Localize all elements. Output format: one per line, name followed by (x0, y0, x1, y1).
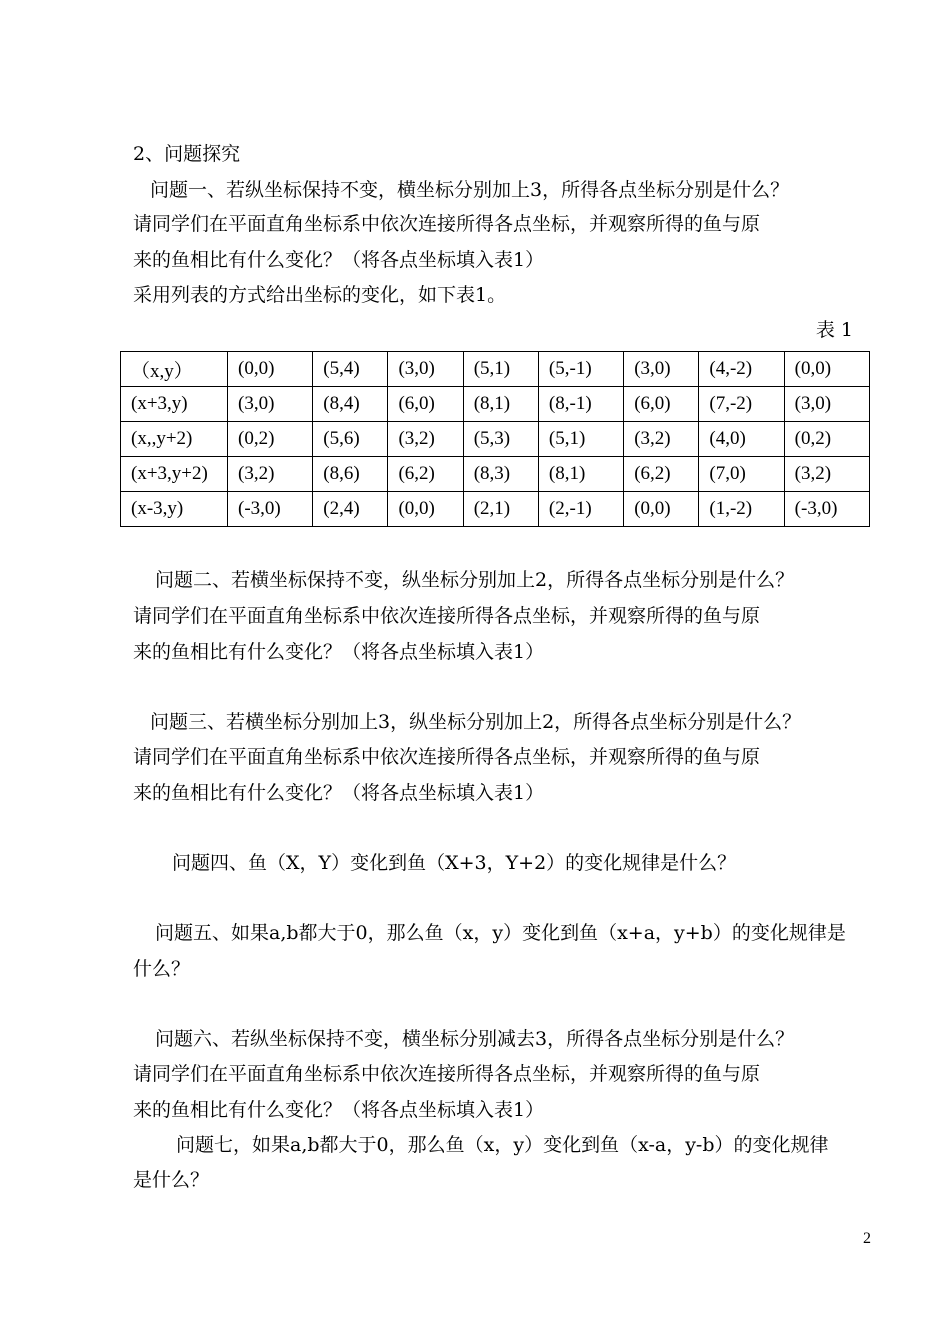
table-cell: (0,0) (388, 492, 463, 527)
table-cell: (5,6) (313, 422, 388, 457)
table-row-header-cell: (x-3,y) (121, 492, 228, 527)
table-cell: (3,0) (624, 352, 699, 387)
table-cell: (6,0) (624, 387, 699, 422)
table-cell: (-3,0) (228, 492, 313, 527)
table-row-header-cell: (x+3,y+2) (121, 457, 228, 492)
table-cell: (0,0) (784, 352, 869, 387)
table-caption: 表 1 (815, 319, 853, 341)
table-cell: (-3,0) (784, 492, 869, 527)
table-cell: (3,0) (388, 352, 463, 387)
table-cell: (2,4) (313, 492, 388, 527)
table-cell: (3,0) (228, 387, 313, 422)
table-cell: (6,0) (388, 387, 463, 422)
table-cell: (0,0) (624, 492, 699, 527)
table-cell: (4,-2) (699, 352, 784, 387)
problem-2-line-2: 请同学们在平面直角坐标系中依次连接所得各点坐标，并观察所得的鱼与原 (133, 605, 761, 627)
table-cell: (8,4) (313, 387, 388, 422)
problem-4-line-1: 问题四、鱼（X，Y）变化到鱼（X+3，Y+2）的变化规律是什么？ (172, 852, 737, 874)
table-cell: (5,1) (463, 352, 538, 387)
table-cell: (7,0) (699, 457, 784, 492)
table-row-header-cell: (x,,y+2) (121, 422, 228, 457)
problem-5-line-1: 问题五、如果a,b都大于0，那么鱼（x，y）变化到鱼（x+a，y+b）的变化规律是 (155, 922, 846, 944)
problem-6-line-3: 来的鱼相比有什么变化？（将各点坐标填入表1） (133, 1099, 545, 1121)
table-row (121, 387, 870, 422)
coordinate-table-body (121, 352, 870, 527)
table-cell: (5,-1) (538, 352, 623, 387)
table-cell: (3,2) (388, 422, 463, 457)
table-cell: (3,0) (784, 387, 869, 422)
table-intro: 采用列表的方式给出坐标的变化，如下表1。 (133, 284, 507, 306)
table-cell: (2,1) (463, 492, 538, 527)
table-cell: (0,0) (228, 352, 313, 387)
problem-6-line-1: 问题六、若纵坐标保持不变，横坐标分别减去3，所得各点坐标分别是什么？ (155, 1028, 795, 1050)
table-cell: (6,2) (624, 457, 699, 492)
table-cell: (0,2) (784, 422, 869, 457)
table-row (121, 352, 870, 387)
coordinate-table (120, 351, 870, 527)
table-row (121, 457, 870, 492)
problem-1-line-1: 问题一、若纵坐标保持不变，横坐标分别加上3，所得各点坐标分别是什么？ (150, 179, 790, 201)
table-cell: (2,-1) (538, 492, 623, 527)
problem-3-line-1: 问题三、若横坐标分别加上3，纵坐标分别加上2，所得各点坐标分别是什么？ (150, 711, 802, 733)
table-cell: (8,1) (463, 387, 538, 422)
table-cell: (5,3) (463, 422, 538, 457)
table-row (121, 492, 870, 527)
problem-7-line-2: 是什么？ (133, 1169, 210, 1191)
problem-1-line-2: 请同学们在平面直角坐标系中依次连接所得各点坐标，并观察所得的鱼与原 (133, 213, 761, 235)
table-cell: (0,2) (228, 422, 313, 457)
table-cell: (8,3) (463, 457, 538, 492)
table-row (121, 422, 870, 457)
table-cell: (6,2) (388, 457, 463, 492)
page-number: 2 (863, 1230, 871, 1247)
table-row-header-cell: （x,y） (121, 352, 228, 387)
table-cell: (7,-2) (699, 387, 784, 422)
problem-7-line-1: 问题七，如果a,b都大于0，那么鱼（x，y）变化到鱼（x-a，y-b）的变化规律 (176, 1134, 829, 1156)
table-cell: (3,2) (228, 457, 313, 492)
table-cell: (3,2) (784, 457, 869, 492)
table-cell: (8,1) (538, 457, 623, 492)
table-cell: (4,0) (699, 422, 784, 457)
table-cell: (1,-2) (699, 492, 784, 527)
table-cell: (5,1) (538, 422, 623, 457)
problem-5-line-2: 什么？ (133, 958, 191, 980)
table-cell: (3,2) (624, 422, 699, 457)
table-cell: (8,6) (313, 457, 388, 492)
problem-3-line-2: 请同学们在平面直角坐标系中依次连接所得各点坐标，并观察所得的鱼与原 (133, 746, 761, 768)
problem-1-line-3: 来的鱼相比有什么变化？（将各点坐标填入表1） (133, 249, 545, 271)
problem-3-line-3: 来的鱼相比有什么变化？（将各点坐标填入表1） (133, 782, 545, 804)
problem-2-line-3: 来的鱼相比有什么变化？（将各点坐标填入表1） (133, 641, 545, 663)
problem-6-line-2: 请同学们在平面直角坐标系中依次连接所得各点坐标，并观察所得的鱼与原 (133, 1063, 761, 1085)
table-cell: (8,-1) (538, 387, 623, 422)
table-cell: (5,4) (313, 352, 388, 387)
table-row-header-cell: (x+3,y) (121, 387, 228, 422)
section-title: 2、问题探究 (133, 143, 241, 165)
problem-2-line-1: 问题二、若横坐标保持不变，纵坐标分别加上2，所得各点坐标分别是什么？ (155, 569, 795, 591)
